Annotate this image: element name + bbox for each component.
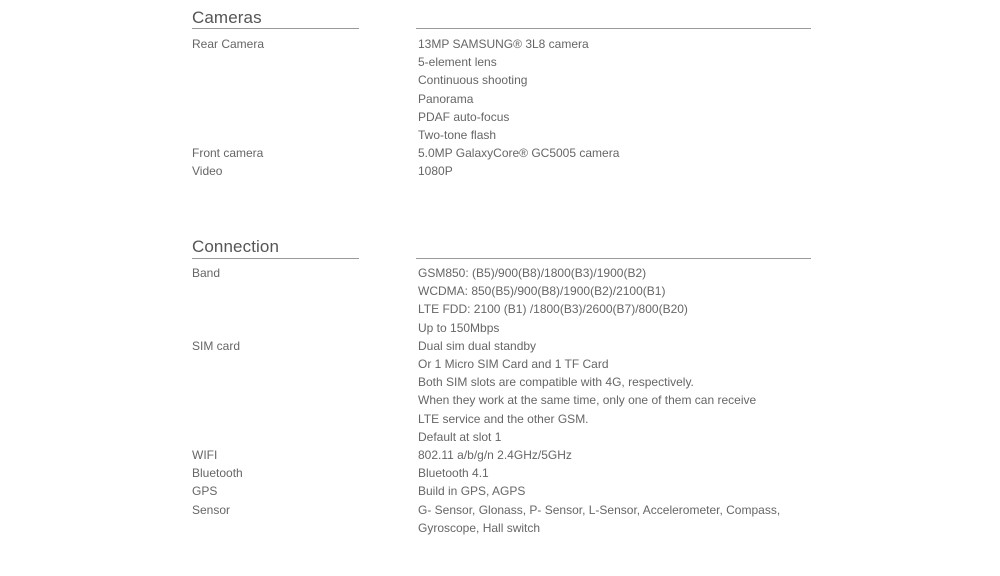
cameras-title: Cameras (192, 8, 262, 27)
spec-row (0, 264, 1000, 337)
spec-values (418, 337, 838, 446)
connection-spec-list (0, 264, 1000, 537)
spec-value: Dual sim dual standby (418, 338, 537, 353)
spec-value: WCDMA: 850(B5)/900(B8)/1900(B2)/2100(B1) (418, 284, 666, 299)
spec-row (0, 162, 1000, 180)
spec-value: LTE FDD: 2100 (B1) /1800(B3)/2600(B7)/800(B20) (418, 302, 688, 317)
spec-values (418, 482, 838, 500)
spec-value: Build in GPS, AGPS (418, 484, 526, 499)
spec-value: 13MP SAMSUNG® 3L8 camera (418, 37, 589, 51)
spec-label: Video (192, 164, 223, 179)
spec-value: PDAF auto-focus (418, 109, 510, 124)
spec-value: Panorama (418, 91, 474, 106)
spec-value: Continuous shooting (418, 73, 528, 88)
spec-value: Gyroscope, Hall switch (418, 520, 541, 535)
spec-value: LTE service and the other GSM. (418, 411, 589, 426)
connection-title: Connection (192, 237, 280, 256)
spec-row (0, 464, 1000, 482)
spec-label: GPS (192, 484, 218, 499)
spec-label: Band (192, 266, 221, 280)
spec-values (418, 464, 838, 482)
spec-label: Sensor (192, 502, 231, 517)
cameras-spec-list (0, 35, 1000, 181)
spec-label: Front camera (192, 146, 264, 161)
spec-value: Default at slot 1 (418, 429, 502, 444)
spec-row (0, 446, 1000, 464)
connection-title-rule (192, 258, 359, 259)
spec-values (418, 264, 838, 337)
spec-row (0, 35, 1000, 144)
spec-value: G- Sensor, Glonass, P- Sensor, L-Sensor, Accelerometer, Compass, (418, 502, 781, 517)
spec-values (418, 144, 838, 162)
spec-value: 802.11 a/b/g/n 2.4GHz/5GHz (418, 448, 572, 463)
spec-value: Bluetooth 4.1 (418, 466, 489, 481)
spec-label: WIFI (192, 448, 218, 463)
spec-values (418, 501, 838, 537)
spec-value: When they work at the same time, only one of them can receive (418, 393, 757, 408)
spec-value: Two-tone flash (418, 128, 497, 143)
spec-value: GSM850: (B5)/900(B8)/1800(B3)/1900(B2) (418, 266, 647, 280)
spec-values (418, 446, 838, 464)
cameras-title-rule (192, 28, 359, 29)
spec-value: Or 1 Micro SIM Card and 1 TF Card (418, 357, 609, 372)
spec-value: Up to 150Mbps (418, 320, 500, 335)
spec-row (0, 144, 1000, 162)
spec-label: Rear Camera (192, 37, 265, 51)
spec-value: 5.0MP GalaxyCore® GC5005 camera (418, 146, 620, 161)
spec-row (0, 482, 1000, 500)
spec-row (0, 501, 1000, 537)
spec-value: 1080P (418, 164, 453, 179)
spec-value: Both SIM slots are compatible with 4G, respectively. (418, 375, 694, 390)
connection-value-rule (416, 258, 811, 259)
spec-values (418, 35, 838, 144)
spec-row (0, 337, 1000, 446)
spec-label: Bluetooth (192, 466, 243, 481)
spec-value: 5-element lens (418, 55, 497, 70)
spec-values (418, 162, 838, 180)
cameras-value-rule (416, 28, 811, 29)
spec-label: SIM card (192, 338, 241, 353)
